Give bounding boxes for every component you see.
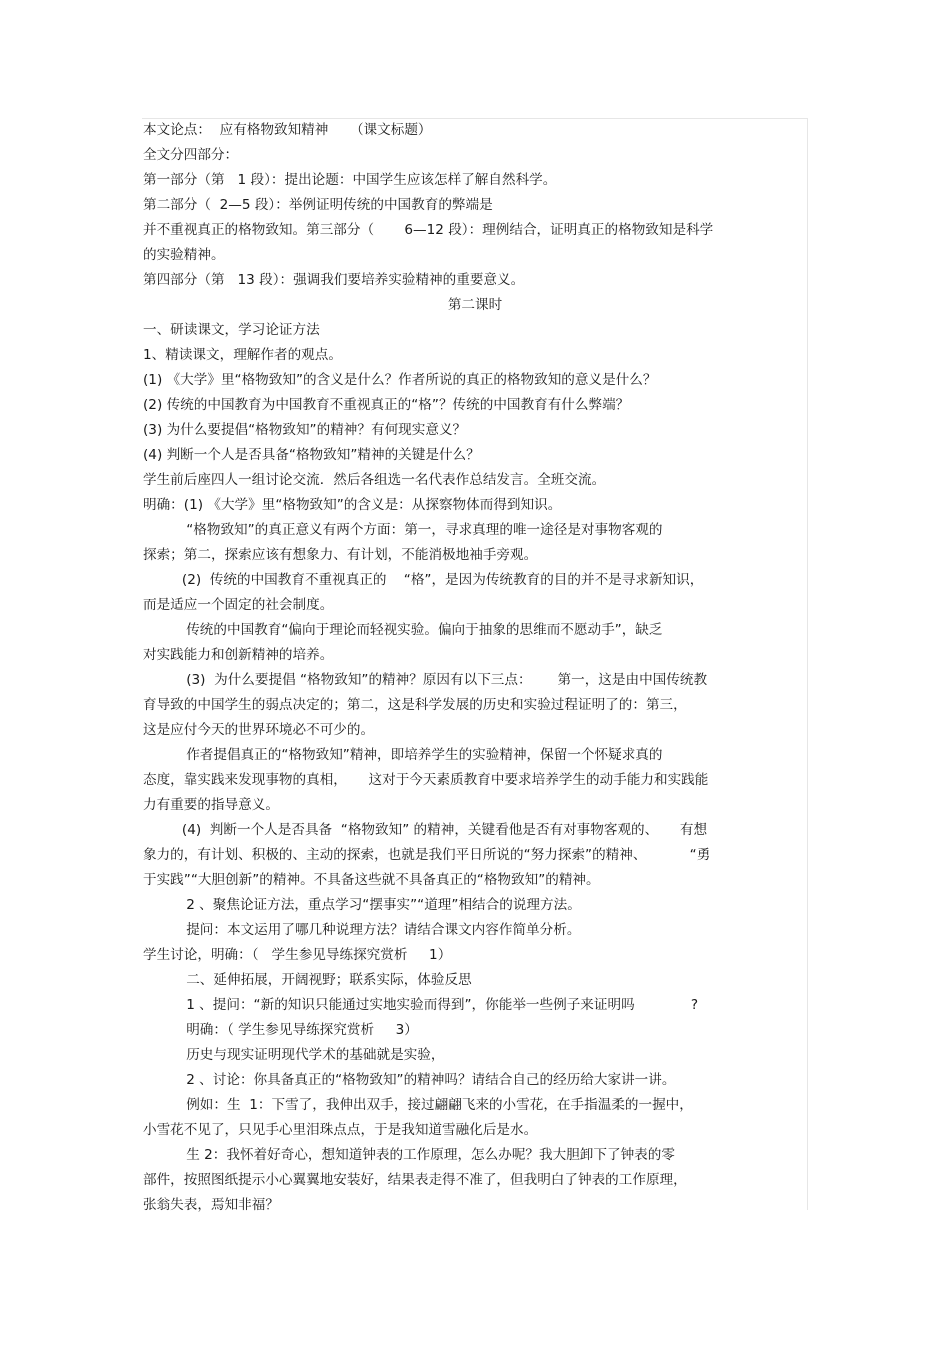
text-line: 对实践能力和创新精神的培养。 [143,647,334,663]
question-line: (2) 传统的中国教育为中国教育不重视真正的“格”？传统的中国教育有什么弊端？ [143,397,630,413]
text-line: 于实践”“大胆创新”的精神。不具备这些就不具备真正的“格物致知”的精神。 [143,872,600,888]
text-line: 2 、聚焦论证方法，重点学习“摆事实”“道理”相结合的说理方法。 [143,897,581,913]
answer-line: 明确：(1) 《大学》里“格物致知”的含义是：从探察物体而得到知识。 [143,497,562,513]
text-line: 提问：本文运用了哪几种说理方法？请结合课文内容作简单分析。 [143,922,581,938]
text-line: 作者提倡真正的“格物致知”精神，即培养学生的实验精神，保留一个怀疑求真的 [143,747,663,763]
text-line: 部件，按照图纸提示小心翼翼地安装好，结果表走得不准了，但我明白了钟表的工作原理， [143,1172,687,1188]
text-line: 育导致的中国学生的弱点决定的；第二，这是科学发展的历史和实验过程证明了的：第三， [143,697,687,713]
section-heading: 第二课时 [447,297,503,313]
text-line: 象力的，有计划、积极的、主动的探索，也就是我们平日所说的“努力探索”的精神、 “勇 [143,847,711,863]
text-line: 小雪花不见了，只见手心里泪珠点点，于是我知道雪融化后是水。 [143,1122,538,1138]
text-line: 例如：生 1：下雪了，我伸出双手，接过翩翩飞来的小雪花，在手指温柔的一握中， [143,1097,693,1113]
text-line: 的实验精神。 [143,247,225,263]
text-line: 力有重要的指导意义。 [143,797,279,813]
page-border-top [142,118,808,119]
answer-line: (4) 判断一个人是否具备 “格物致知” 的精神，关键看他是否有对事物客观的、 有想 [143,822,708,838]
text-line: 探索；第二，探索应该有想象力、有计划，不能消极地袖手旁观。 [143,547,538,563]
text-line: 1、精读课文，理解作者的观点。 [143,347,342,363]
page-border-right [807,118,808,1210]
text-line: 态度，靠实践来发现事物的真相， 这对于今天素质教育中要求培养学生的动手能力和实践能 [143,772,709,788]
text-line: 而是适应一个固定的社会制度。 [143,597,334,613]
answer-line: (2) 传统的中国教育不重视真正的 “格”，是因为传统教育的目的并不是寻求新知识， [143,572,704,588]
subheading: 二、延伸拓展，开阔视野；联系实际，体验反思 [143,972,472,988]
text-line: “格物致知”的真正意义有两个方面：第一，寻求真理的唯一途径是对事物客观的 [143,522,663,538]
text-line: 学生前后座四人一组讨论交流．然后各组选一名代表作总结发言。全班交流。 [143,472,606,488]
text-line: 历史与现实证明现代学术的基础就是实验， [143,1047,445,1063]
question-line: (3) 为什么要提倡“格物致知”的精神？有何现实意义？ [143,422,467,438]
text-line: 传统的中国教育“偏向于理论而轻视实验。偏向于抽象的思维而不愿动手”，缺乏 [143,622,663,638]
text-line: 生 2：我怀着好奇心，想知道钟表的工作原理，怎么办呢？我大胆卸下了钟表的零 [143,1147,675,1163]
structure-intro: 全文分四部分： [143,147,239,163]
text-line: 1 、提问：“新的知识只能通过实地实验而得到”，你能举一些例子来证明吗 ? [143,997,699,1013]
part-three: 并不重视真正的格物致知。第三部分（ 6—12 段）：理例结合，证明真正的格物致知是科学 [143,222,714,238]
thesis-line: 本文论点： 应有格物致知精神 （课文标题） [143,122,432,138]
part-four: 第四部分（第 13 段）：强调我们要培养实验精神的重要意义。 [143,272,525,288]
text-line: 明确：（ 学生参见导练探究赏析 3） [143,1022,418,1038]
text-line: 这是应付今天的世界环境必不可少的。 [143,722,375,738]
text-line: 学生讨论，明确：（ 学生参见导练探究赏析 1） [143,947,452,963]
text-line: 2 、讨论：你具备真正的“格物致知”的精神吗？请结合自己的经历给大家讲一讲。 [143,1072,676,1088]
part-two: 第二部分（ 2—5 段）：举例证明传统的中国教育的弊端是 [143,197,493,213]
answer-line: (3) 为什么要提倡 “格物致知”的精神？原因有以下三点： 第一，这是由中国传统教 [143,672,708,688]
question-line: (1) 《大学》里“格物致知”的含义是什么？作者所说的真正的格物致知的意义是什么？ [143,372,657,388]
text-line: 张翁失表，焉知非福？ [143,1197,279,1213]
subheading: 一、研读课文，学习论证方法 [143,322,320,338]
part-one: 第一部分（第 1 段）：提出论题：中国学生应该怎样了解自然科学。 [143,172,557,188]
question-line: (4) 判断一个人是否具备“格物致知”精神的关键是什么？ [143,447,480,463]
